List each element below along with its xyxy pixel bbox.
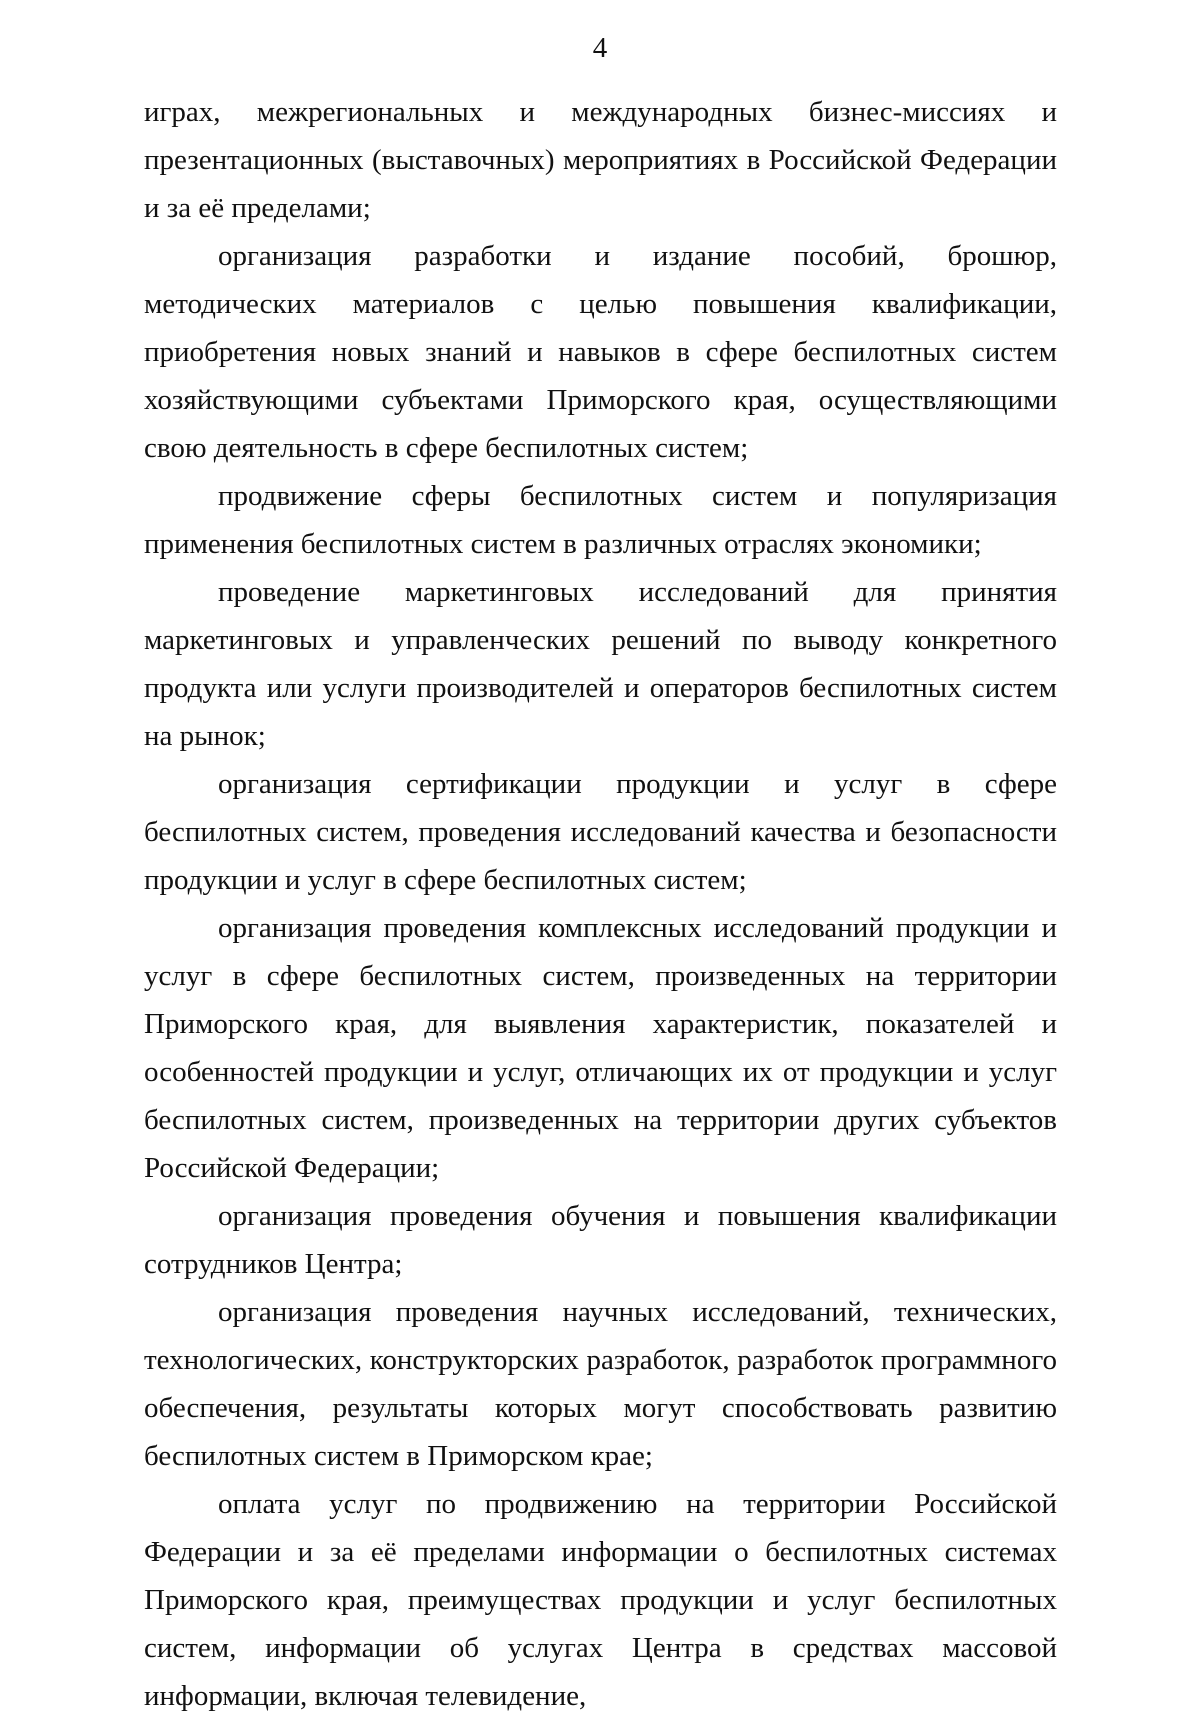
paragraph: оплата услуг по продвижению на территории Российской Федерации и за её пределами информации о беспилотных системах Приморского края, преимуществах продукции и услуг беспилотных систем, информации об услугах Центра в средствах массовой информации, включая телевидение, bbox=[144, 1488, 1057, 1712]
paragraph: организация сертификации продукции и услуг в сфере беспилотных систем, проведения исследований качества и безопасности продукции и услуг в сфере беспилотных систем; bbox=[144, 768, 1057, 896]
paragraph: проведение маркетинговых исследований для принятия маркетинговых и управленческих решений по выводу конкретного продукта или услуги производителей и операторов беспилотных систем на рынок; bbox=[144, 576, 1057, 752]
paragraph: организация проведения комплексных исследований продукции и услуг в сфере беспилотных систем, произведенных на территории Приморского края, для выявления характеристик, показателей и особенностей продукции и услуг, отличающих их от продукции и услуг беспилотных систем, произведенных на территории других субъектов Российской Федерации; bbox=[144, 912, 1057, 1184]
paragraph: организация проведения научных исследований, технических, технологических, конструкторских разработок, разработок программного обеспечения, результаты которых могут способствовать развитию беспилотных систем в Приморском крае; bbox=[144, 1296, 1057, 1472]
paragraph: организация разработки и издание пособий, брошюр, методических материалов с целью повышения квалификации, приобретения новых знаний и навыков в сфере беспилотных систем хозяйствующими субъектами Приморского края, осуществляющими свою деятельность в сфере беспилотных систем; bbox=[144, 240, 1057, 464]
paragraph: организация проведения обучения и повышения квалификации сотрудников Центра; bbox=[144, 1200, 1057, 1280]
paragraph-continued: играх, межрегиональных и международных бизнес-миссиях и презентационных (выставочных) мероприятиях в Российской Федерации и за её пределами; bbox=[144, 96, 1057, 224]
page-number: 4 bbox=[592, 32, 608, 64]
paragraph: продвижение сферы беспилотных систем и популяризация применения беспилотных систем в различных отраслях экономики; bbox=[144, 480, 1057, 560]
document-body bbox=[144, 88, 1057, 1720]
